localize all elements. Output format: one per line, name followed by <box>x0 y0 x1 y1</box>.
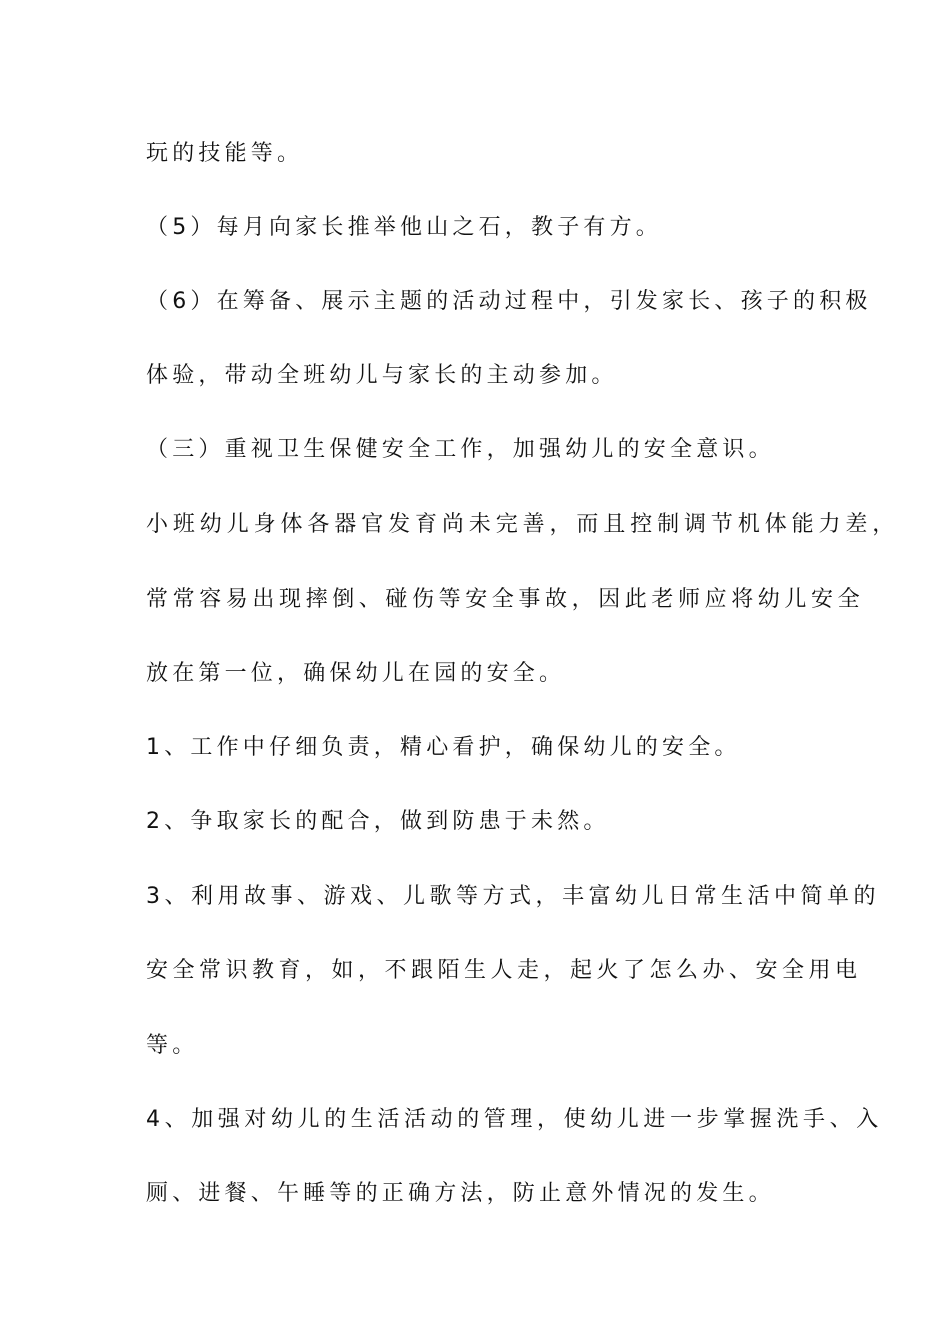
text-line: （5）每月向家长推举他山之石，教子有方。 <box>146 215 662 240</box>
text-line: 玩的技能等。 <box>146 141 304 166</box>
list-item: 1、工作中仔细负责，精心看护，确保幼儿的安全。 <box>146 735 741 760</box>
text-line: 厕、进餐、午睡等的正确方法，防止意外情况的发生。 <box>146 1181 775 1206</box>
text-line: 放在第一位，确保幼儿在园的安全。 <box>146 661 566 686</box>
list-item: 2、争取家长的配合，做到防患于未然。 <box>146 809 610 834</box>
section-heading: （三）重视卫生保健安全工作，加强幼儿的安全意识。 <box>146 437 775 462</box>
text-line: 常常容易出现摔倒、碰伤等安全事故，因此老师应将幼儿安全 <box>146 587 865 612</box>
text-line: 安全常识教育，如，不跟陌生人走，起火了怎么办、安全用电 <box>146 958 862 983</box>
text-line: 小班幼儿身体各器官发育尚未完善，而且控制调节机体能力差， <box>146 512 900 537</box>
text-line: （6）在筹备、展示主题的活动过程中，引发家长、孩子的积极 <box>146 289 872 314</box>
list-item: 4、加强对幼儿的生活活动的管理，使幼儿进一步掌握洗手、入 <box>146 1107 883 1132</box>
text-line: 体验，带动全班幼儿与家长的主动参加。 <box>146 363 618 388</box>
list-item: 3、利用故事、游戏、儿歌等方式，丰富幼儿日常生活中简单的 <box>146 884 880 909</box>
text-line: 等。 <box>146 1033 199 1058</box>
